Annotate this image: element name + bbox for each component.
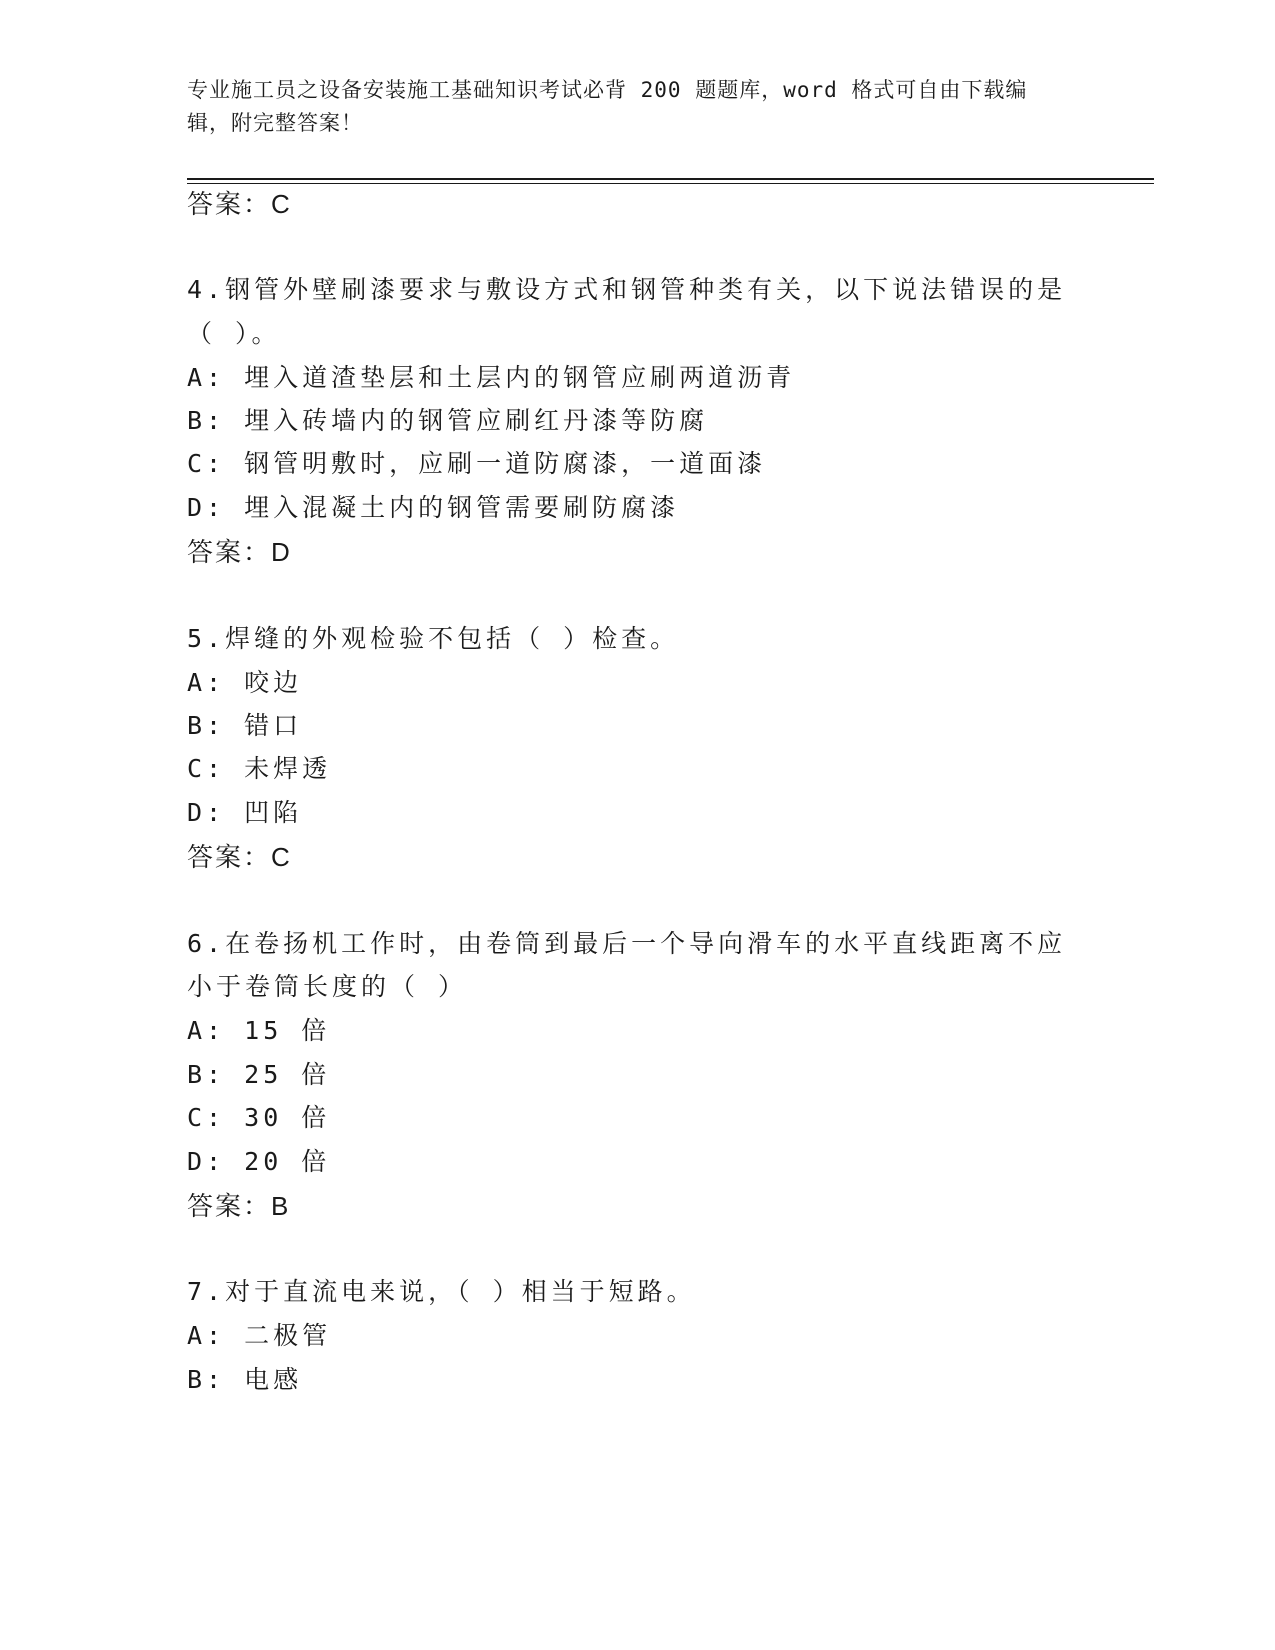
question-7-option-a: A: 二极管 xyxy=(187,1321,332,1350)
question-5-stem: 5.焊缝的外观检验不包括（ ）检查。 xyxy=(187,624,680,653)
question-4-option-a: A: 埋入道渣垫层和土层内的钢管应刷两道沥青 xyxy=(187,363,796,392)
question-4-option-c: C: 钢管明敷时，应刷一道防腐漆，一道面漆 xyxy=(187,449,767,478)
question-5-option-b: B: 错口 xyxy=(187,711,303,740)
question-5-option-d: D: 凹陷 xyxy=(187,798,303,827)
question-5-answer: 答案：C xyxy=(187,842,292,872)
question-4-answer: 答案：D xyxy=(187,537,292,567)
question-4-stem-line-2: （ ）。 xyxy=(187,319,281,348)
question-6-option-a: A: 15 倍 xyxy=(187,1016,331,1045)
question-6-option-d: D: 20 倍 xyxy=(187,1147,331,1176)
question-6-option-b: B: 25 倍 xyxy=(187,1060,331,1089)
document-header: 专业施工员之设备安装施工基础知识考试必背 200 题题库，word 格式可自由下载编辑，附完整答案！ xyxy=(187,78,1028,135)
answer-prev: 答案：C xyxy=(187,189,292,219)
question-6-answer: 答案：B xyxy=(187,1191,291,1221)
question-6-stem-line-2: 小于卷筒长度的（ ） xyxy=(187,972,468,1001)
question-4-option-d: D: 埋入混凝土内的钢管需要刷防腐漆 xyxy=(187,493,680,522)
question-7-stem: 7.对于直流电来说，（ ）相当于短路。 xyxy=(187,1277,696,1306)
header-rule xyxy=(187,178,1154,184)
question-7-option-b: B: 电感 xyxy=(187,1365,303,1394)
question-4-option-b: B: 埋入砖墙内的钢管应刷红丹漆等防腐 xyxy=(187,406,709,435)
question-4-stem-line-1: 4.钢管外壁刷漆要求与敷设方式和钢管种类有关，以下说法错误的是 xyxy=(187,275,1067,304)
question-5-option-c: C: 未焊透 xyxy=(187,754,332,783)
question-6-option-c: C: 30 倍 xyxy=(187,1103,331,1132)
question-6-stem-line-1: 6.在卷扬机工作时，由卷筒到最后一个导向滑车的水平直线距离不应 xyxy=(187,929,1067,958)
question-5-option-a: A: 咬边 xyxy=(187,668,303,697)
